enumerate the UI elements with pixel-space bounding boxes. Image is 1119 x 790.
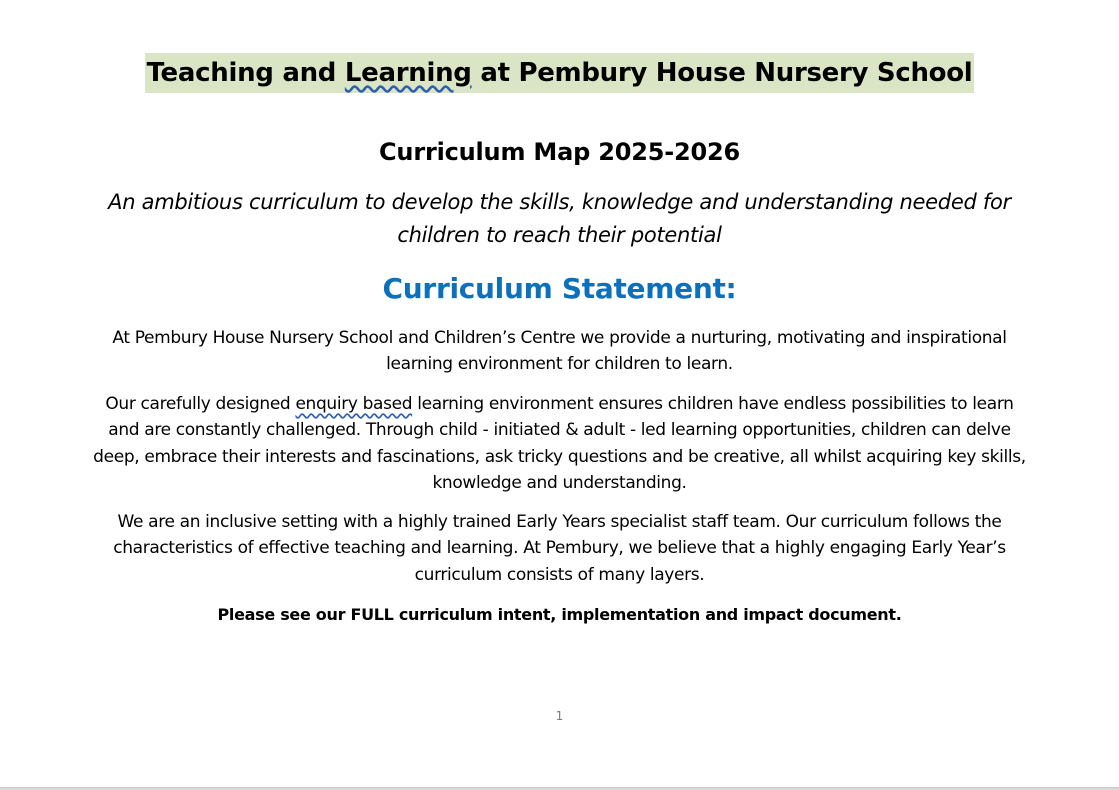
curriculum-tagline: An ambitious curriculum to develop the skills, knowledge and understanding needed for children to reach their potential <box>108 190 1011 247</box>
title-container <box>0 53 1119 93</box>
statement-paragraph-3: We are an inclusive setting with a highly trained Early Years specialist staff team. Our curriculum follows the characteristics of effective teaching and learning. At Pembury, we believe that a highly engaging Early Year’s curriculum consists of many layers. <box>113 512 1006 585</box>
curriculum-map-subtitle: Curriculum Map 2025-2026 <box>379 138 740 166</box>
title-underlined-word: Learning <box>344 58 472 88</box>
title-text-before: Teaching and <box>146 58 345 88</box>
title-text-after: at Pembury House Nursery School <box>471 58 973 88</box>
statement-paragraph-2 <box>90 391 1029 496</box>
paragraph-2-underlined-phrase: enquiry based <box>295 394 413 414</box>
full-document-note: Please see our FULL curriculum intent, implementation and impact document. <box>217 605 902 624</box>
statement-paragraph-1: At Pembury House Nursery School and Children’s Centre we provide a nurturing, motivating and inspirational learning environment for children to learn. <box>112 328 1007 375</box>
page-title <box>145 53 975 93</box>
page-number: 1 <box>555 709 564 723</box>
curriculum-statement-heading: Curriculum Statement: <box>382 272 737 305</box>
paragraph-2-text-after: learning environment ensures children have endless possibilities to learn and are constantly challenged. Through child - initiated & adult - led learning opportunities, children can delve deep, embrace their interests and fascinations, ask tricky questions and be creative, all whilst acquiring key skills, knowledge and understanding. <box>93 394 1026 493</box>
paragraph-2-text-before: Our carefully designed <box>105 394 296 414</box>
